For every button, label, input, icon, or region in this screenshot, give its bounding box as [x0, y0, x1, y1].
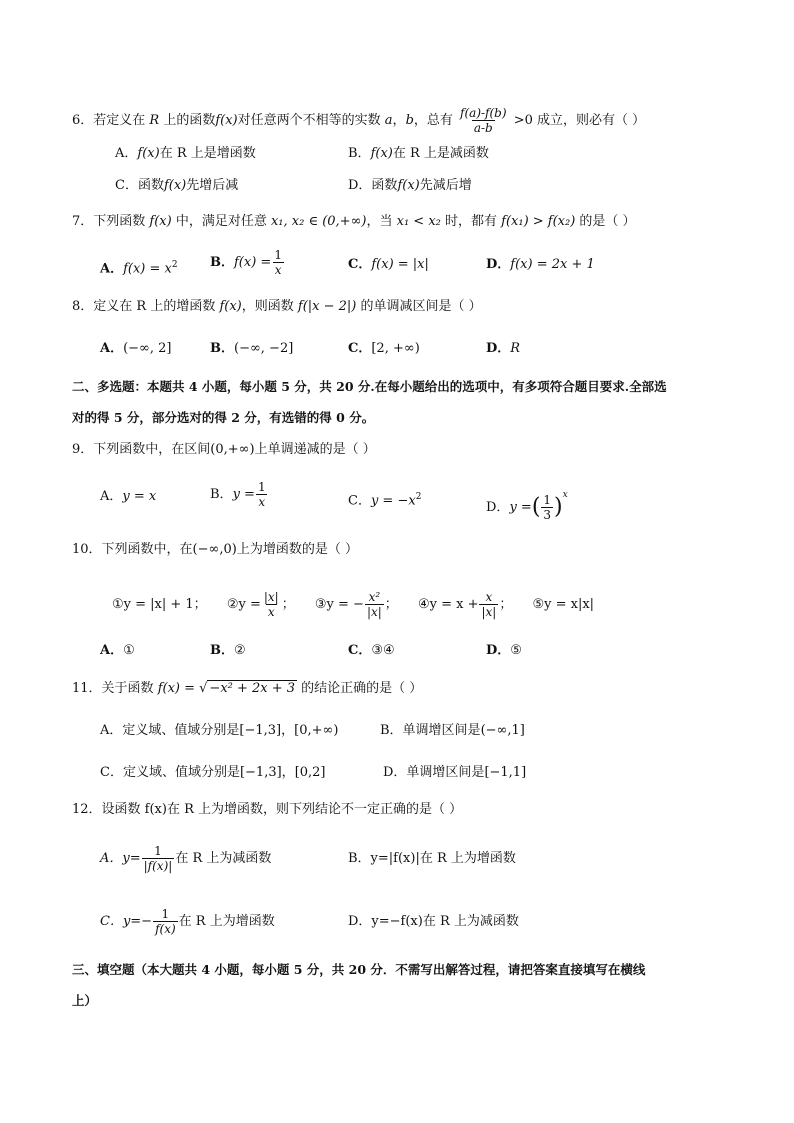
q8-option-a: A．(−∞, 2] — [100, 341, 172, 356]
q12-option-d: D．y=−f(x)在 R 上为减函数 — [348, 914, 519, 929]
q7-option-a: A．$f(x) = x^2$ — [100, 260, 178, 277]
q12-option-c: C．y=− $\frac{1}{f(x)}$ 在 R 上为增函数 — [100, 907, 275, 936]
q10-stem: 10．下列函数中，在(−∞,0)上为增函数的是（ ） — [72, 542, 358, 557]
q7-option-c: C．f(x) = |x| — [348, 257, 429, 272]
q11-option-a: A．定义域、值域分别是[−1,3]，[0,+∞) — [100, 723, 339, 738]
section3-heading-line2: 上） — [72, 993, 98, 1008]
q8-option-c: C．[2, +∞) — [348, 341, 420, 356]
q10-func-3: ③y = − $\frac{\text{x²}}{|x|}$ ； — [314, 590, 398, 619]
q10-option-b: B．② — [210, 643, 246, 658]
q8-stem: 8．定义在 R 上的增函数 f(x)，则函数 f(|x − 2|) 的单调减区间是（ ） — [72, 299, 482, 314]
q8-option-b: B．(−∞, −2] — [210, 341, 294, 356]
q9-option-b: B．y = $\frac{1}{x}$ — [210, 480, 266, 509]
q12-option-a: A．y= $\frac{1}{|f(x)|}$ 在 R 上为减函数 — [100, 844, 272, 873]
section3-heading-line1: 三、填空题（本大题共 4 小题，每小题 5 分，共 20 分．不需写出解答过程，请把答案直接填写在横线 — [72, 962, 646, 977]
q10-option-c: C．③④ — [348, 643, 395, 658]
q10-func-2: ②y = $\frac{|x|}{x}$ ； — [226, 590, 295, 619]
q6-option-d: D．函数f(x)先减后增 — [348, 178, 472, 193]
q11-option-b: B．单调增区间是(−∞,1] — [380, 723, 525, 738]
q7-stem: 7．下列函数 f(x) 中，满足对任意 x₁, x₂ ∈ (0,+∞)，当 x₁ < x₂ 时，都有 f(x₁) > f(x₂) 的是（ ） — [72, 214, 636, 229]
q7-option-d: D．f(x) = 2x + 1 — [486, 257, 595, 272]
q8-option-d: D．R — [486, 341, 521, 356]
q10-func-4: ④y = x + $\frac{x}{|x|}$ ； — [417, 590, 513, 619]
q11-stem: 11．关于函数 f(x) = √ −x² + 2x + 3 的结论正确的是（ ） — [72, 681, 423, 696]
section2-heading-line1: 二、多选题：本题共 4 小题，每小题 5 分，共 20 分.在每小题给出的选项中，有多项符合题目要求.全部选 — [72, 379, 667, 394]
q10-func-5: ⑤y = x|x| — [532, 597, 595, 612]
q9-option-d: D．y =( $\frac{1}{3}$ )$^x$ — [486, 490, 568, 522]
q9-option-a: A．y = x — [100, 489, 157, 504]
q9-stem: 9．下列函数中，在区间(0,+∞)上单调递减的是（ ） — [72, 442, 376, 457]
q7-option-b: B．f(x) = $\frac{1}{x}$ — [210, 248, 282, 277]
q6-fraction: $\frac{f(a)-f(b)}{a-b}$ — [460, 106, 507, 135]
q10-option-d: D．⑤ — [486, 643, 522, 658]
q10-func-1: ①y = |x| + 1； — [112, 597, 207, 612]
q11-option-d: D．单调增区间是[−1,1] — [383, 765, 527, 780]
section2-heading-line2: 对的得 5 分，部分选对的得 2 分，有选错的得 0 分。 — [72, 410, 375, 425]
q11-option-c: C．定义域、值域分别是[−1,3]，[0,2] — [100, 765, 326, 780]
q12-stem: 12．设函数 f(x)在 R 上为增函数，则下列结论不一定正确的是（ ） — [72, 802, 463, 817]
q12-option-b: B．y=|f(x)|在 R 上为增函数 — [348, 851, 516, 866]
q10-function-list — [112, 590, 594, 620]
q9-option-c: C．$y = -x^2$ — [348, 492, 422, 509]
q6-stem: 6．若定义在 R 上的函数f(x)对任意两个不相等的实数 a，b，总有 $\frac{f(a)-f(b)}{a-b}$ >0 成立，则必有（ ） — [72, 106, 646, 135]
q10-option-a: A．① — [100, 643, 135, 658]
q6-option-b: B．f(x)在 R 上是减函数 — [348, 146, 489, 161]
q6-option-c: C．函数f(x)先增后减 — [115, 178, 239, 193]
q6-option-a: A．f(x)在 R 上是增函数 — [115, 146, 256, 161]
